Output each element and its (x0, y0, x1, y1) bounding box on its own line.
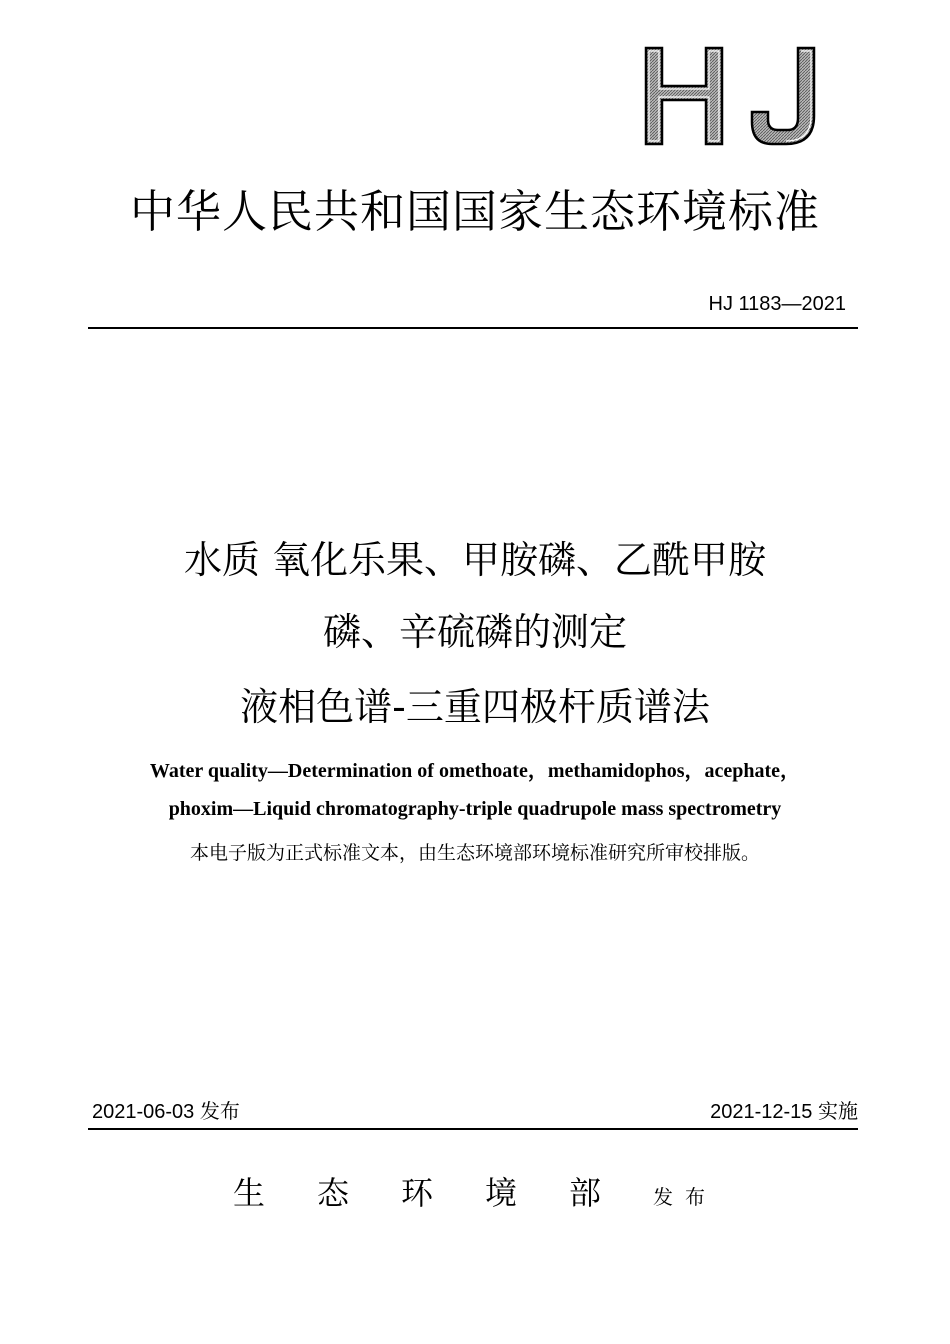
title-line-3: 液相色谱-三重四极杆质谱法 (240, 685, 710, 729)
hj-logo-graphic (640, 44, 830, 148)
edition-note: 本电子版为正式标准文本，由生态环境部环境标准研究所审校排版。 (189, 842, 760, 864)
logo-letter-j (752, 48, 814, 144)
hj-logo (640, 44, 830, 148)
implementation-date: 2021-12-15 实施 (710, 1101, 858, 1123)
english-title-line-2: phoxim—Liquid chromatography-triple quadrupole mass spectrometry (168, 798, 782, 820)
title-line-2: 磷、辛硫磷的测定 (322, 610, 627, 654)
top-divider (88, 327, 858, 329)
logo-letter-h (646, 48, 722, 144)
standard-number: HJ 1183—2021 (708, 293, 846, 315)
issuer-name: 生态环境部 (232, 1174, 653, 1212)
english-title-line-1: Water quality—Determination of omethoate，methamidophos，acephate， (149, 760, 801, 782)
issuer-suffix: 发布 (653, 1185, 717, 1209)
issuer (0, 1170, 950, 1220)
org-title: 中华人民共和国国家生态环境标准 (129, 185, 820, 238)
title-line-1: 水质 氧化乐果、甲胺磷、乙酰甲胺 (183, 538, 767, 582)
issue-date: 2021-06-03 发布 (92, 1101, 240, 1123)
bottom-divider (88, 1128, 858, 1130)
